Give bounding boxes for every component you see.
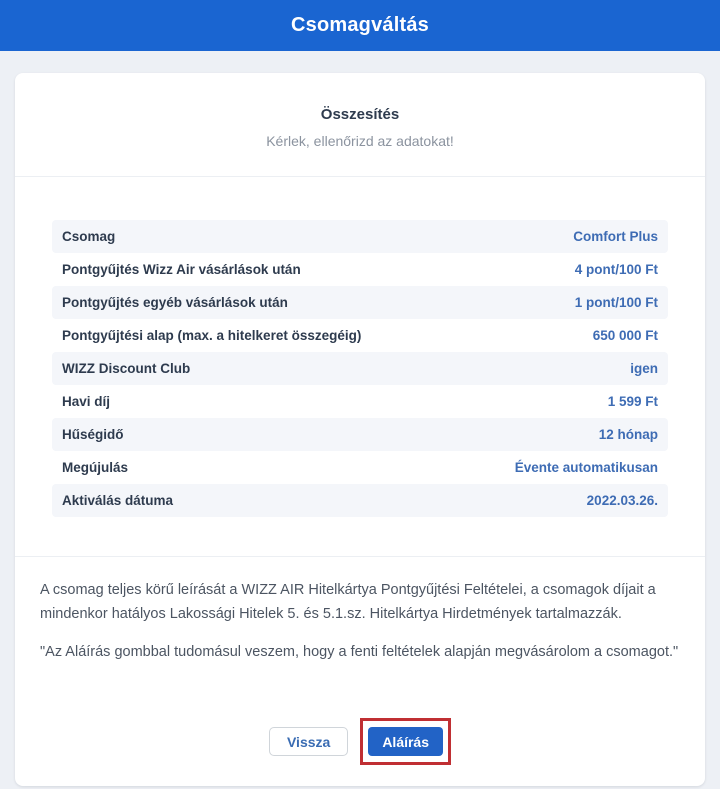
summary-title: Összesítés (320, 106, 400, 123)
row-label: Havi díj (62, 394, 111, 409)
row-value: Comfort Plus (573, 229, 658, 244)
table-row (52, 286, 668, 319)
table-row (52, 418, 668, 451)
summary-intro-section (15, 73, 705, 177)
app-header (0, 0, 720, 51)
table-row (52, 253, 668, 286)
row-label: Megújulás (62, 460, 129, 475)
row-value: 12 hónap (598, 427, 658, 442)
table-row (52, 319, 668, 352)
table-row (52, 484, 668, 517)
row-value: 1 599 Ft (607, 394, 658, 409)
table-row (52, 352, 668, 385)
row-value: 650 000 Ft (592, 328, 658, 343)
row-label: Pontgyűjtés Wizz Air vásárlások után (62, 262, 301, 277)
table-row (52, 451, 668, 484)
row-label: Aktiválás dátuma (62, 493, 174, 508)
summary-subtitle: Kérlek, ellenőrizd az adatokat! (266, 133, 454, 149)
page-title: Csomagváltás (290, 14, 429, 36)
row-label: WIZZ Discount Club (62, 361, 191, 376)
summary-card (15, 73, 705, 786)
row-value: Évente automatikusan (514, 460, 658, 475)
row-label: Pontgyűjtés egyéb vásárlások után (62, 295, 288, 310)
legal-paragraph-terms: A csomag teljes körű leírását a WIZZ AIR Hitelkártya Pontgyűjtési Feltételei, a csomagok díjait a mindenkor hatályos Lakossági Hitelek 5. és 5.1.sz. Hitelkártya Hirdetmények tartalmazzák. (40, 582, 656, 622)
row-value: 2022.03.26. (586, 493, 658, 508)
row-value: 1 pont/100 Ft (574, 295, 658, 310)
row-value: igen (630, 361, 658, 376)
summary-table (15, 177, 705, 557)
table-row (52, 385, 668, 418)
action-buttons (15, 678, 705, 786)
legal-text-section (15, 557, 705, 664)
row-label: Hűségidő (62, 427, 124, 442)
table-row (52, 220, 668, 253)
row-label: Pontgyűjtési alap (max. a hitelkeret összegéig) (62, 328, 362, 343)
annotation-highlight-box (360, 718, 451, 765)
sign-button[interactable]: Aláírás (368, 727, 443, 756)
legal-paragraph-consent: "Az Aláírás gombbal tudomásul veszem, hogy a fenti feltételek alapján megvásárolom a csomagot." (40, 644, 679, 660)
row-label: Csomag (62, 229, 116, 244)
row-value: 4 pont/100 Ft (574, 262, 658, 277)
back-button[interactable]: Vissza (269, 727, 348, 756)
